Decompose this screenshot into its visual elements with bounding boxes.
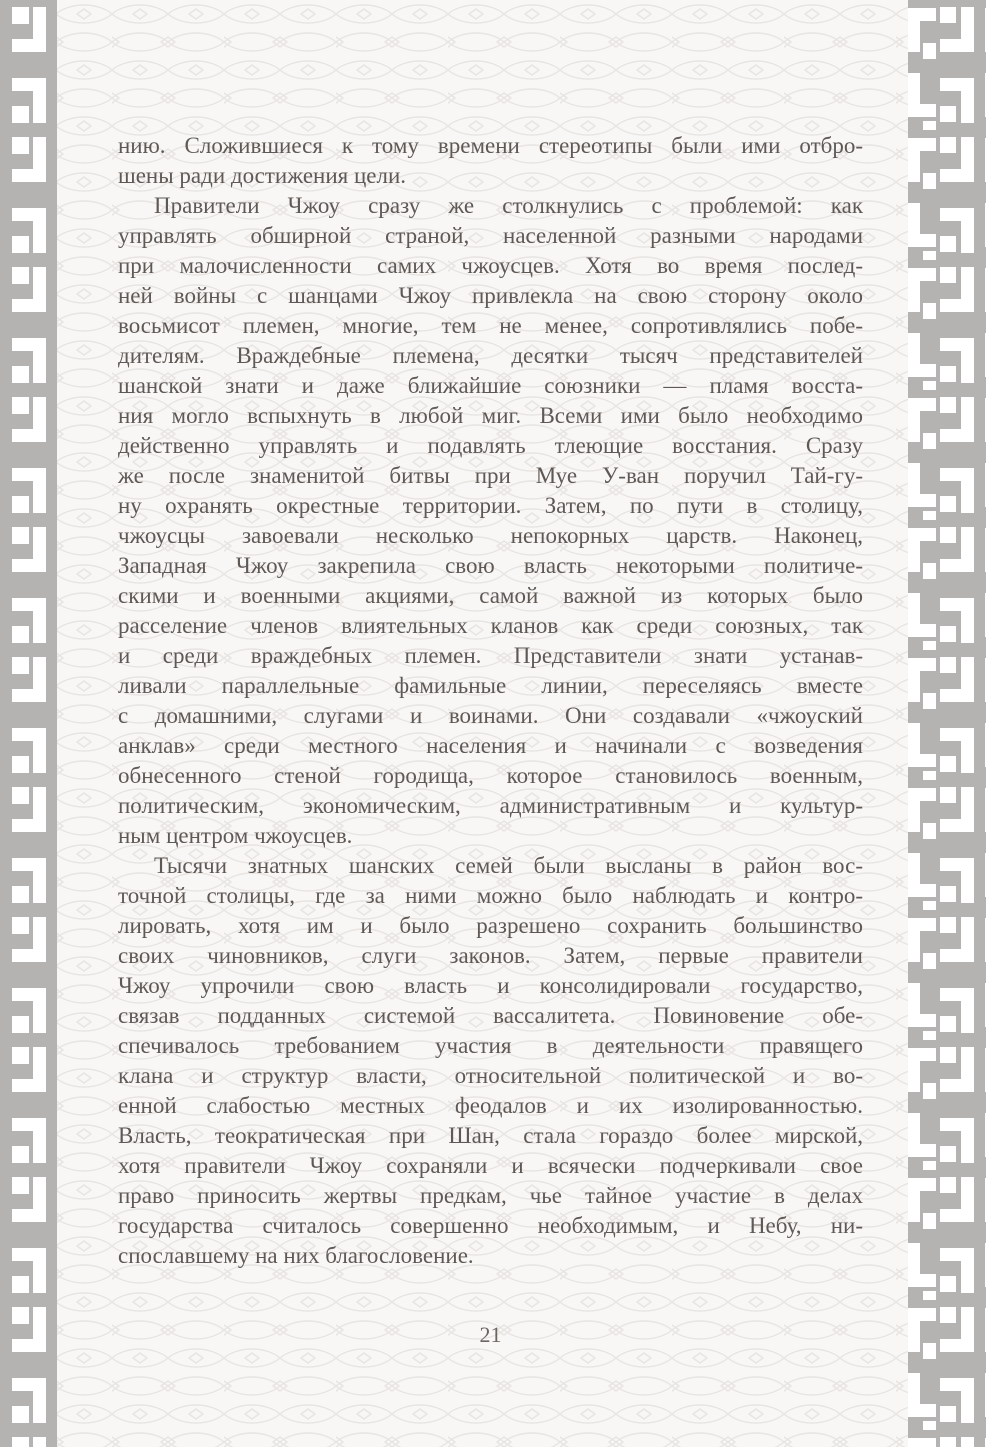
text-line: нию. Сложившиеся к тому времени стереотипы были ими отбро-: [118, 133, 863, 158]
text-line: государства считалось совершенно необходимым, и Небу, ни-: [118, 1213, 863, 1238]
text-line: восьмисот племен, многие, тем не менее, сопротивлялись побе-: [118, 313, 863, 338]
text-line: политическим, экономическим, административным и культур-: [118, 793, 863, 818]
right-ornament-border: [908, 0, 986, 1447]
text-line: при малочисленности самих чжоусцев. Хотя во время послед-: [118, 253, 863, 278]
text-line: ливали параллельные фамильные линии, переселяясь вместе: [118, 673, 863, 698]
text-line: с домашними, слугами и воинами. Они создавали «чжоуский: [118, 703, 863, 728]
text-block: [118, 131, 863, 1271]
paragraph: [118, 851, 863, 1271]
text-line: чжоусцы завоевали несколько непокорных царств. Наконец,: [118, 523, 863, 548]
text-line: Правители Чжоу сразу же столкнулись с проблемой: как: [154, 193, 863, 218]
text-line: спославшему на них благословение.: [118, 1243, 474, 1268]
text-line: ну охранять окрестные территории. Затем, по пути в столицу,: [118, 493, 863, 518]
text-line: расселение членов влиятельных кланов как среди союзных, так: [118, 613, 863, 638]
text-line: управлять обширной страной, населенной разными народами: [118, 223, 863, 248]
page-number: 21: [479, 1322, 502, 1347]
text-line: хотя правители Чжоу сохраняли и всячески подчеркивали свое: [118, 1153, 863, 1178]
left-ornament-border: [0, 0, 57, 1447]
text-line: енной слабостью местных феодалов и их изолированностью.: [118, 1093, 863, 1118]
paragraph: [118, 191, 863, 851]
text-line: скими и военными акциями, самой важной из которых было: [118, 583, 863, 608]
text-line: Чжоу упрочили свою власть и консолидировали государство,: [118, 973, 863, 998]
text-line: Западная Чжоу закрепила свою власть некоторыми политиче-: [118, 553, 863, 578]
text-line: ным центром чжоусцев.: [118, 823, 353, 848]
text-line: и среди враждебных племен. Представители знати устанав-: [118, 643, 863, 668]
text-line: анклав» среди местного населения и начинали с возведения: [118, 733, 863, 758]
text-line: действенно управлять и подавлять тлеющие восстания. Сразу: [118, 433, 863, 458]
text-line: обнесенного стеной городища, которое становилось военным,: [118, 763, 863, 788]
text-line: своих чиновников, слуги законов. Затем, первые правители: [118, 943, 863, 968]
text-line: ней войны с шанцами Чжоу привлекла на свою сторону около: [118, 283, 863, 308]
text-line: точной столицы, где за ними можно было наблюдать и контро-: [118, 883, 863, 908]
text-line: шанской знати и даже ближайшие союзники — пламя восста-: [118, 373, 863, 398]
text-line: дителям. Враждебные племена, десятки тысяч представителей: [118, 343, 863, 368]
paragraph: [118, 131, 863, 191]
text-line: ния могло вспыхнуть в любой миг. Всеми ими было необходимо: [118, 403, 863, 428]
text-line: спечивалось требованием участия в деятельности правящего: [118, 1033, 863, 1058]
text-line: связав подданных системой вассалитета. Повиновение обе-: [118, 1003, 863, 1028]
text-line: же после знаменитой битвы при Муе У-ван поручил Тай-гу-: [118, 463, 863, 488]
text-line: право приносить жертвы предкам, чье тайное участие в делах: [118, 1183, 863, 1208]
text-line: шены ради достижения цели.: [118, 163, 407, 188]
text-line: клана и структур власти, относительной политической и во-: [118, 1063, 863, 1088]
text-line: Тысячи знатных шанских семей были высланы в район вос-: [154, 853, 863, 878]
text-line: лировать, хотя им и было разрешено сохранить большинство: [118, 913, 863, 938]
text-line: Власть, теократическая при Шан, стала гораздо более мирской,: [118, 1123, 863, 1148]
